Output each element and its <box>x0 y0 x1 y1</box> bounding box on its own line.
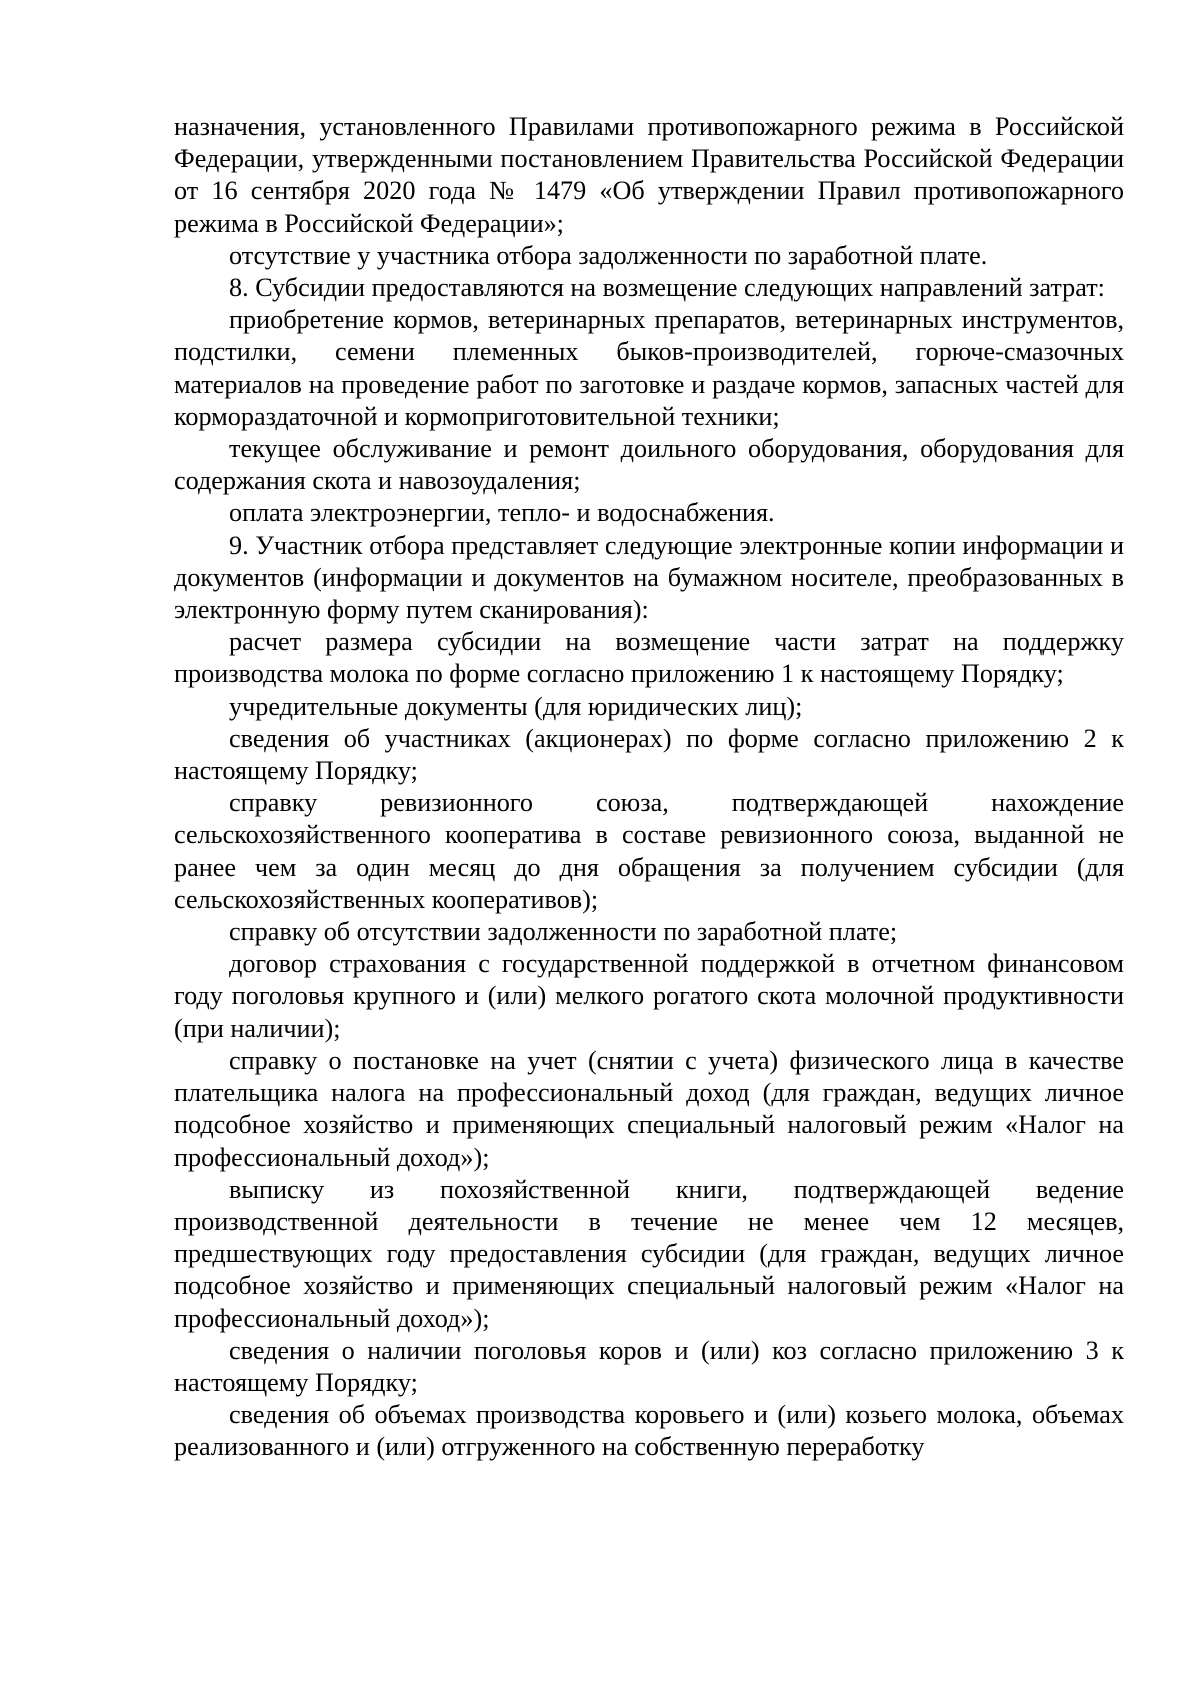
paragraph-no-wage-debt: отсутствие у участника отбора задолженности по заработной плате. <box>229 240 988 270</box>
paragraph-participants-info: сведения об участниках (акционерах) по форме согласно приложению 2 к настоящему Порядку; <box>174 723 1124 786</box>
paragraph-milk-production-info: сведения об объемах производства коровьего и (или) козьего молока, объемах реализованного и (или) отгруженного на собственную переработку <box>174 1400 1124 1462</box>
document-body <box>174 111 1124 1464</box>
paragraph-maintenance: текущее обслуживание и ремонт доильного оборудования, оборудования для содержания скота и навозоудаления; <box>174 434 1124 496</box>
paragraph-livestock-info: сведения о наличии поголовья коров и (или) коз согласно приложению 3 к настоящему Порядку; <box>174 1335 1124 1397</box>
paragraph-subsidy-calculation: расчет размера субсидии на возмещение части затрат на поддержку производства молока по форме согласно приложению 1 к настоящему Порядку; <box>174 627 1124 689</box>
paragraph-wage-debt-certificate: справку об отсутствии задолженности по заработной плате; <box>229 917 898 947</box>
paragraph-item-9: 9. Участник отбора представляет следующие электронные копии информации и документов (информации и документов на бумажном носителе, преобразованных в электронную форму путем сканирования): <box>174 530 1124 625</box>
paragraph-item-8: 8. Субсидии предоставляются на возмещение следующих направлений затрат: <box>229 273 1105 303</box>
paragraph-audit-union-certificate: справку ревизионного союза, подтверждающей нахождение сельскохозяйственного кооператива в составе ревизионного союза, выданной не ранее чем за один месяц до дня обращения за получением субсидии (для сельскохозяйственных кооперативов); <box>174 788 1124 914</box>
paragraph-insurance-contract: договор страхования с государственной поддержкой в отчетном финансовом году поголовья крупного и (или) мелкого рогатого скота молочной продуктивности (при наличии); <box>174 949 1124 1043</box>
paragraph-continuation: назначения, установленного Правилами противопожарного режима в Российской Федерации, утвержденными постановлением Правительства Российской Федерации от 16 сентября 2020 года № 1479 «Об утверждении Правил противопожарного режима в Российской Федерации»; <box>174 112 1124 238</box>
paragraph-tax-registration: справку о постановке на учет (снятии с учета) физического лица в качестве плательщика налога на профессиональный доход (для граждан, ведущих личное подсобное хозяйство и применяющих специальный налоговый режим «Налог на профессиональный доход»); <box>174 1045 1124 1172</box>
paragraph-feed-purchase: приобретение кормов, ветеринарных препаратов, ветеринарных инструментов, подстилки, семени племенных быков-производителей, горюче-смазочных материалов на проведение работ по заготовке и раздаче кормов, запасных частей для кормораздаточной и кормоприготовительной техники; <box>174 305 1124 431</box>
paragraph-household-book-extract: выписку из похозяйственной книги, подтверждающей ведение производственной деятельности в течение не менее чем 12 месяцев, предшествующих году предоставления субсидии (для граждан, ведущих личное подсобное хозяйство и применяющих специальный налоговый режим «Налог на профессиональный доход»); <box>174 1174 1124 1333</box>
paragraph-founding-documents: учредительные документы (для юридических лиц); <box>229 691 803 721</box>
paragraph-utilities: оплата электроэнергии, тепло- и водоснабжения. <box>229 498 775 528</box>
